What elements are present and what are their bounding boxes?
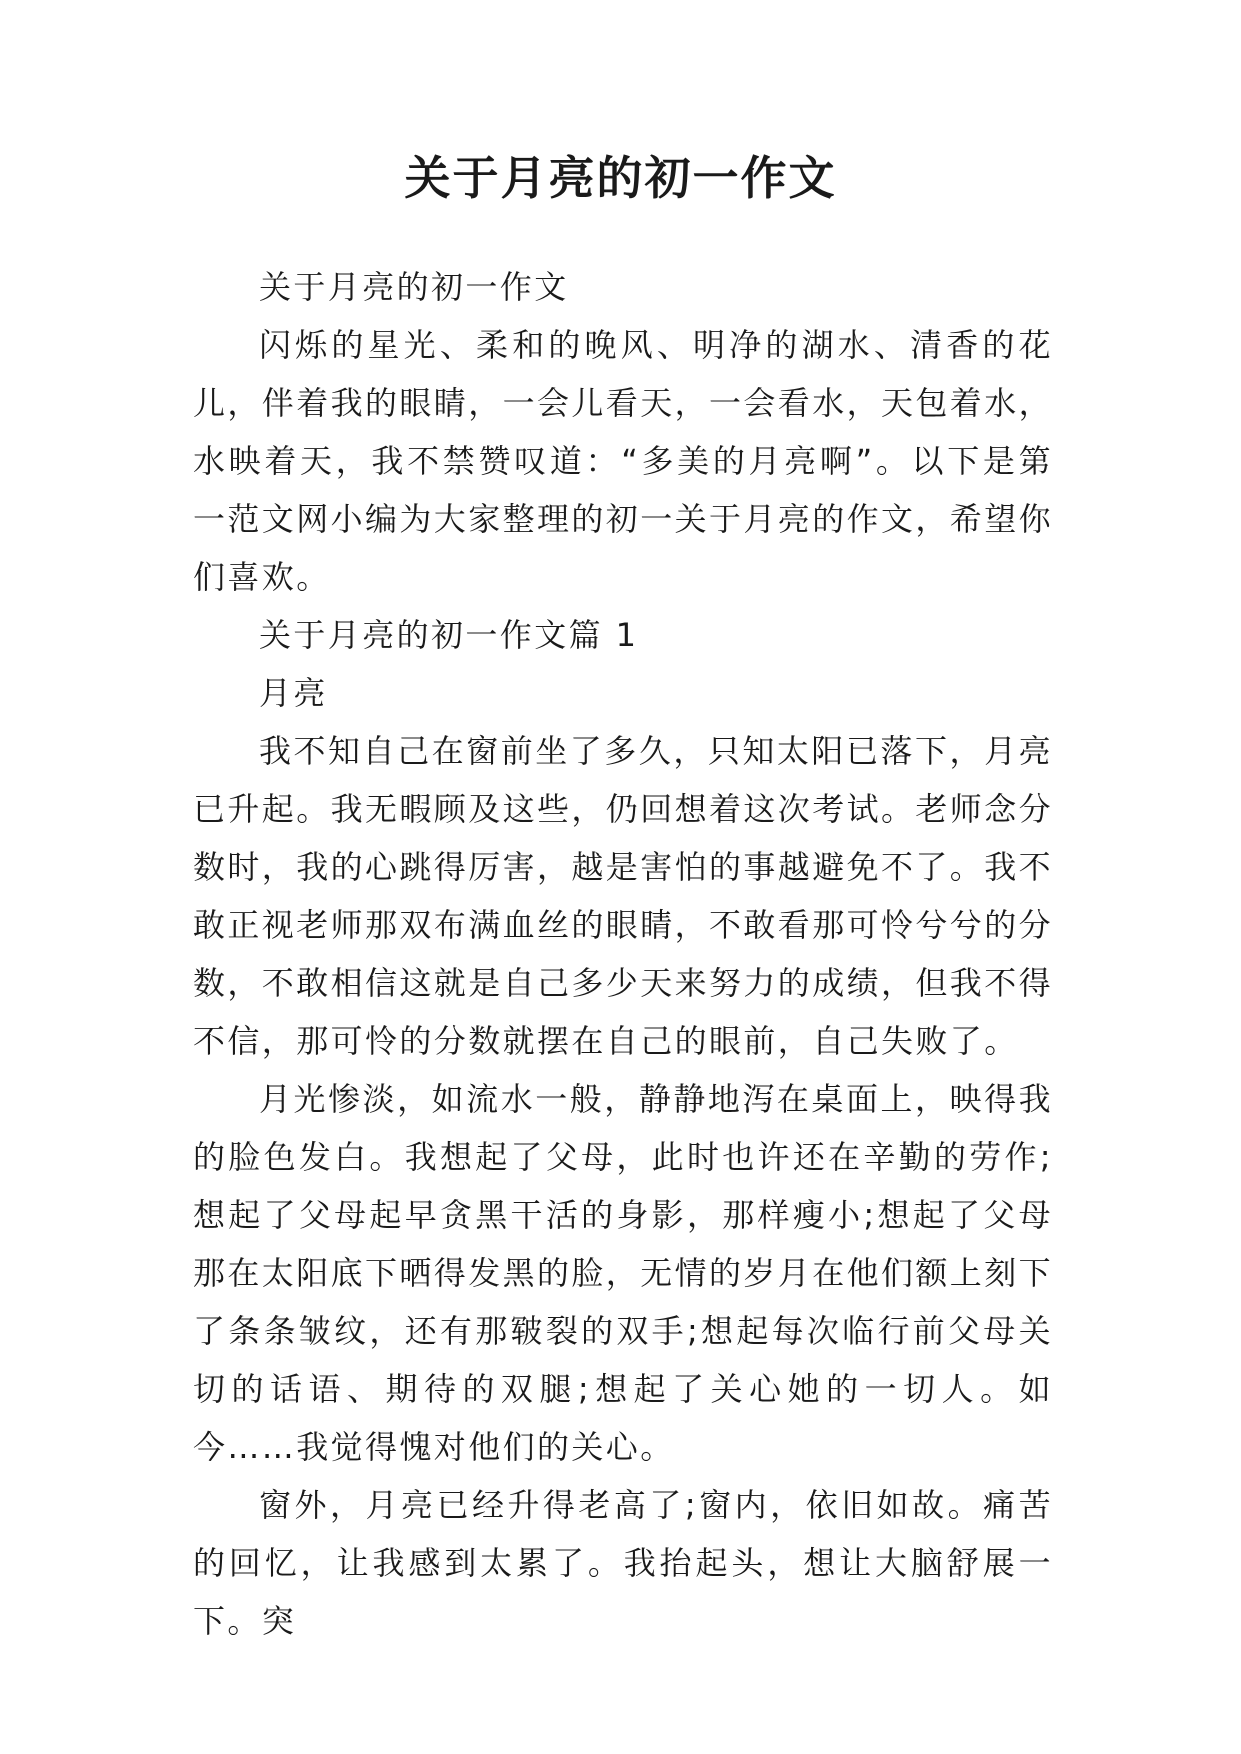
paragraph-body-2: 月光惨淡，如流水一般，静静地泻在桌面上，映得我的脸色发白。我想起了父母，此时也许还在辛勤的劳作;想起了父母起早贪黑干活的身影，那样瘦小;想起了父母那在太阳底下晒得发黑的脸，无情的岁月在他们额上刻下了条条皱纹，还有那皲裂的双手;想起每次临行前父母关切的话语、期待的双腿;想起了关心她的一切人。如今……我觉得愧对他们的关心。: [193, 1080, 1054, 1466]
paragraph-subtitle: 关于月亮的初一作文: [259, 268, 569, 306]
document-title: 关于月亮的初一作文: [404, 151, 837, 205]
paragraph-intro: 闪烁的星光、柔和的晚风、明净的湖水、清香的花儿，伴着我的眼睛，一会儿看天，一会看水，天包着水，水映着天，我不禁赞叹道：“多美的月亮啊”。以下是第一范文网小编为大家整理的初一关于月亮的作文，希望你们喜欢。: [193, 326, 1054, 596]
paragraph-body-3: 窗外，月亮已经升得老高了;窗内，依旧如故。痛苦的回忆，让我感到太累了。我抬起头，想让大脑舒展一下。突: [193, 1486, 1053, 1640]
document-body: [193, 258, 1053, 1650]
paragraph-essay-title: 月亮: [259, 674, 328, 712]
paragraph-section-heading: 关于月亮的初一作文篇 1: [259, 616, 639, 654]
paragraph-body-1: 我不知自己在窗前坐了多久，只知太阳已落下，月亮已升起。我无暇顾及这些，仍回想着这次考试。老师念分数时，我的心跳得厉害，越是害怕的事越避免不了。我不敢正视老师那双布满血丝的眼睛，不敢看那可怜兮兮的分数，不敢相信这就是自己多少天来努力的成绩，但我不得不信，那可怜的分数就摆在自己的眼前，自己失败了。: [193, 732, 1054, 1060]
